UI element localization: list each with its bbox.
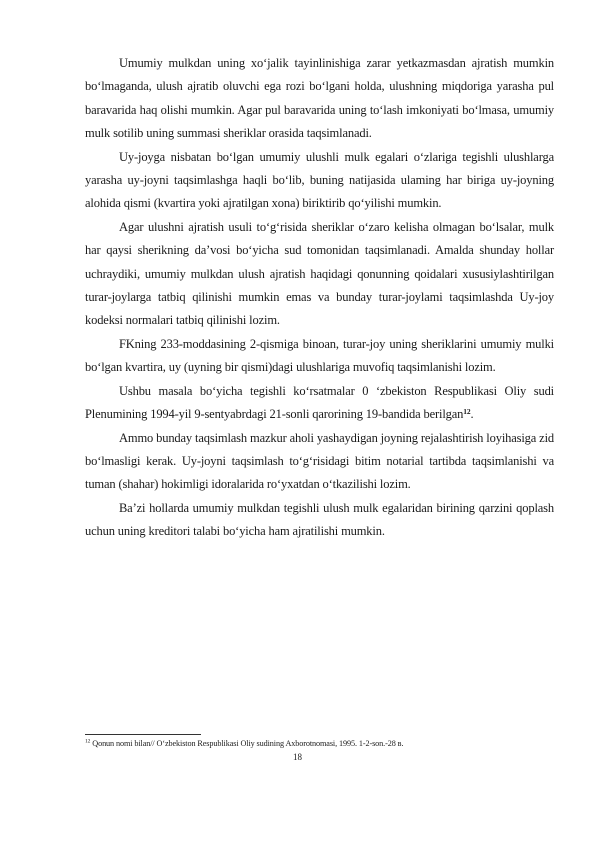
footnote-text: Qonun nomi bilan// O‘zbekiston Respublikasi Oliy sudining Axborotnomasi, 1995. 1-2-son.-28 в. <box>90 739 404 748</box>
paragraph-3: Agar ulushni ajratish usuli to‘g‘risida sheriklar o‘zaro kelisha olmagan bo‘lsalar, mulk har qaysi sherikning da’vosi bo‘yicha sud tomonidan taqsimlanadi. Amalda shunday hollar uchraydiki, umumiy mulkdan ulush ajratish haqidagi qonunning qoidalari xususiylashtirilgan turar-joylarga tatbiq qilinishi mumkin emas va bunday turar-joylami taqsimlashda Uy-joy kodeksi normalari tatbiq qilinishi lozim. <box>85 219 554 328</box>
paragraph-5 <box>85 380 554 427</box>
footnote <box>85 738 555 749</box>
paragraph-7: Ba’zi hollarda umumiy mulkdan tegishli ulush mulk egalaridan birining qarzini qoplash uchun uning kreditori talabi bo‘yicha ham ajratilishi mumkin. <box>85 500 554 539</box>
paragraph-5-text: Ushbu masala bo‘yicha tegishli ko‘rsatmalar 0 ‘zbekiston Respublikasi Oliy sudi Plenumining 1994-yil 9-sentyabrdagi 21-sonli qarorining 19-bandida berilgan <box>85 383 554 422</box>
footnote-separator <box>85 734 201 735</box>
paragraph-2: Uy-joyga nisbatan bo‘lgan umumiy ulushli mulk egalari o‘zlariga tegishli ulushlarga yarasha uy-joyni taqsimlashga haqli bo‘lib, buning natijasida ulaming har biriga uy-joyning alohida qismi (kvartira yoki ajratilgan xona) biriktirib qo‘yilishi mumkin. <box>85 149 554 211</box>
paragraph-4: FKning 233-moddasining 2-qismiga binoan, turar-joy uning sheriklarini umumiy mulki bo‘lgan kvartira, uy (uyning bir qismi)dagi ulushlariga muvofiq taqsimlanishi lozim. <box>85 336 554 375</box>
footnote-reference[interactable]: 12 <box>463 406 471 416</box>
paragraph-5-suffix: . <box>470 407 474 422</box>
footnote-marker: 12 <box>85 738 91 745</box>
paragraph-6: Ammo bunday taqsimlash mazkur aholi yashaydigan joyning rejalashtirish loyihasiga zid bo‘lmasligi kerak. Uy-joyni taqsimlash to‘g‘risidagi bitim notarial tartibda taqsimlanishi va tuman (shahar) hokimligi idoralarida ro‘yxatdan o‘tkazilishi lozim. <box>85 430 554 492</box>
page-number: 18 <box>293 752 302 762</box>
page-body <box>85 52 554 544</box>
paragraph-1: Umumiy mulkdan uning xo‘jalik tayinlinishiga zarar yetkazmasdan ajratish mumkin bo‘lmaganda, ulush ajratib oluvchi ega rozi bo‘lgani holda, ulushning miqdoriga yarasha pul baravarida haq olishi mumkin. Agar pul baravarida uning to‘lash imkoniyati bo‘lmasa, umumiy mulk sotilib uning summasi sheriklar orasida taqsimlanadi. <box>85 56 554 141</box>
